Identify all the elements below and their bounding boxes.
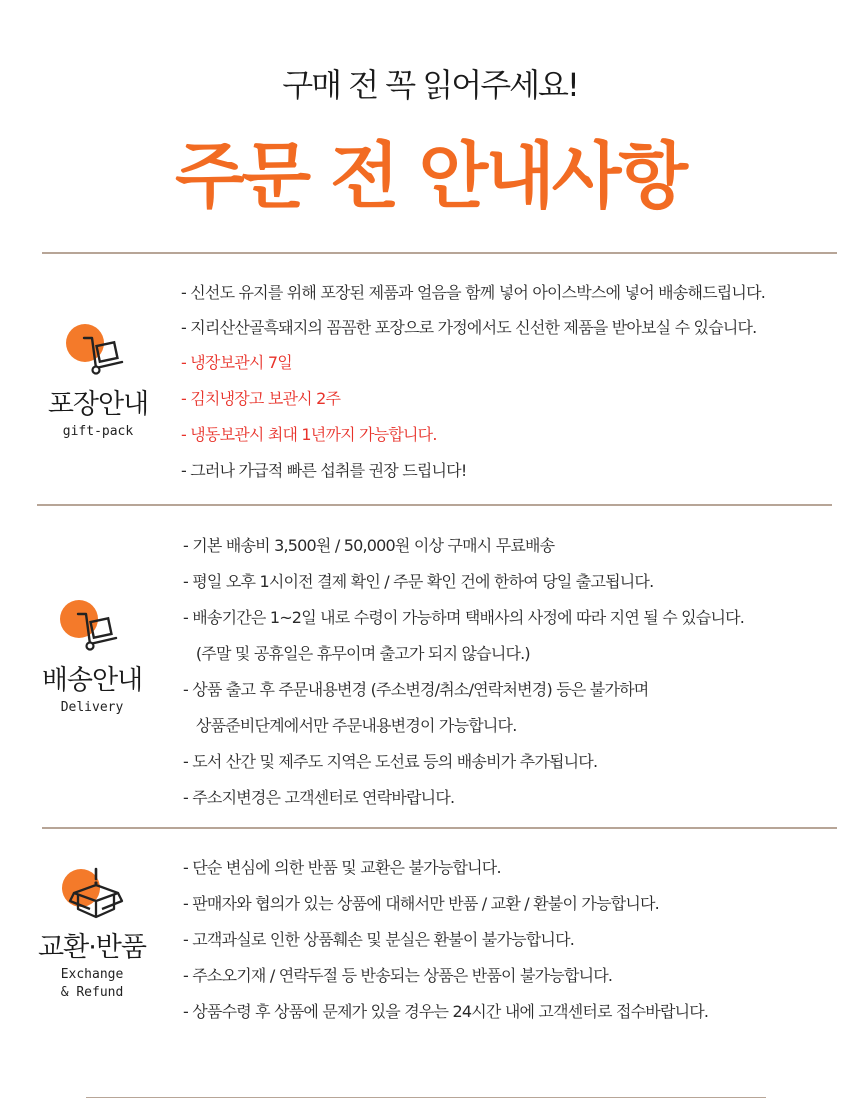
list-item: - 주소지변경은 고객센터로 연락바랍니다. (183, 788, 455, 807)
list-item: - 김치냉장고 보관시 2주 (181, 389, 341, 408)
list-item: - 신선도 유지를 위해 포장된 제품과 얼음을 함께 넣어 아이스박스에 넣어 배송해드립니다. (181, 283, 766, 302)
list-item: - 고객과실로 인한 상품훼손 및 분실은 환불이 불가능합니다. (183, 930, 575, 949)
box-alert-icon (56, 863, 128, 923)
section-exchange (0, 829, 860, 1029)
info-list (181, 280, 765, 494)
section-title: 교환·반품 (38, 932, 146, 963)
list-item: 상품준비단계에서만 주문내용변경이 가능합니다. (183, 716, 517, 735)
list-item: - 냉동보관시 최대 1년까지 가능합니다. (181, 425, 437, 444)
section-side (32, 863, 152, 1002)
list-item: - 그러나 가급적 빠른 섭취를 권장 드립니다! (181, 461, 467, 480)
section-side (28, 596, 156, 717)
section-side (40, 320, 156, 441)
page-title: 주문 전 안내사항 (175, 134, 685, 218)
list-item: - 단순 변심에 의한 반품 및 교환은 불가능합니다. (183, 858, 501, 877)
section-packaging (0, 254, 860, 504)
list-item: - 기본 배송비 3,500원 / 50,000원 이상 구매시 무료배송 (183, 536, 555, 555)
list-item: - 판매자와 협의가 있는 상품에 대해서만 반품 / 교환 / 환불이 가능합니다. (183, 894, 659, 913)
list-item: - 냉장보관시 7일 (181, 353, 292, 372)
section-subtitle: gift-pack (62, 424, 134, 439)
info-list (183, 533, 744, 821)
divider-bottom (86, 1097, 766, 1098)
list-item: (주말 및 공휴일은 휴무이며 출고가 되지 않습니다.) (183, 644, 530, 663)
list-item: - 상품 출고 후 주문내용변경 (주소변경/취소/연락처변경) 등은 불가하며 (183, 680, 649, 699)
section-subtitle: Delivery (60, 700, 124, 715)
info-list (183, 855, 708, 1035)
section-subtitle: Exchange & Refund (60, 967, 124, 1000)
list-item: - 도서 산간 및 제주도 지역은 도선료 등의 배송비가 추가됩니다. (183, 752, 598, 771)
section-title: 포장안내 (47, 389, 149, 420)
list-item: - 평일 오후 1시이전 결제 확인 / 주문 확인 건에 한하여 당일 출고됩니다. (183, 572, 654, 591)
list-item: - 배송기간은 1~2일 내로 수령이 가능하며 택배사의 사정에 따라 지연 될 수 있습니다. (183, 608, 745, 627)
list-item: - 지리산산골흑돼지의 꼼꼼한 포장으로 가정에서도 신선한 제품을 받아보실 수 있습니다. (181, 318, 757, 337)
list-item: - 상품수령 후 상품에 문제가 있을 경우는 24시간 내에 고객센터로 접수바랍니다. (183, 1002, 709, 1021)
hand-truck-icon (56, 596, 128, 656)
section-delivery (0, 506, 860, 828)
header-subtitle: 구매 전 꼭 읽어주세요! (282, 66, 578, 104)
section-title: 배송안내 (41, 665, 143, 696)
hand-truck-icon (62, 320, 134, 380)
list-item: - 주소오기재 / 연락두절 등 반송되는 상품은 반품이 불가능합니다. (183, 966, 613, 985)
